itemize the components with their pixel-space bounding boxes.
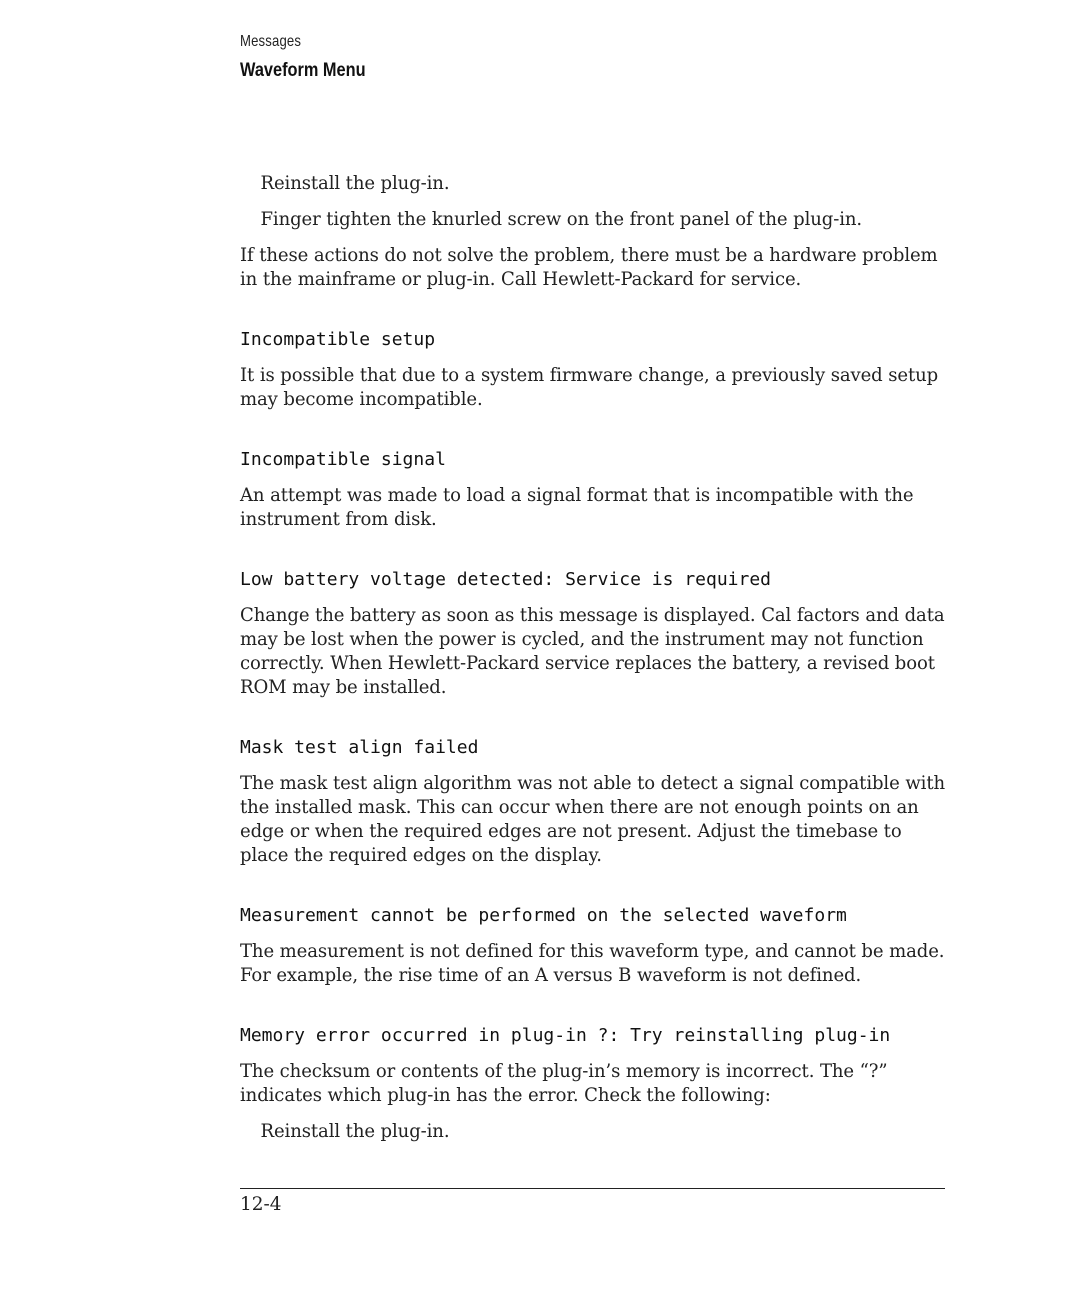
message-description: Change the battery as soon as this message is displayed. Cal factors and data may be lost when the power is cycled, and the instrument may not function correctly. When Hewlett-Packard service replaces the battery, a revised boot ROM may be installed. <box>240 605 945 698</box>
message-title: Incompatible setup <box>240 329 436 350</box>
message-entry-incompatible-signal <box>240 448 960 532</box>
step-reinstall-plug-in: Reinstall the plug-in. <box>260 173 450 194</box>
message-entry-mask-test-align <box>240 736 960 868</box>
message-description: The mask test align algorithm was not able to detect a signal compatible with the installed mask. This can occur when there are not enough points on an edge or when the required edges are not present. Adjust the timebase to place the required edges on the display. <box>240 773 946 866</box>
message-title: Mask test align failed <box>240 737 479 758</box>
step-tighten-screw: Finger tighten the knurled screw on the front panel of the plug-in. <box>260 209 863 230</box>
page-content <box>240 172 960 1144</box>
step-reinstall-plug-in: Reinstall the plug-in. <box>260 1121 450 1142</box>
message-entry-measurement-cannot-be-performed <box>240 904 960 988</box>
message-description: The checksum or contents of the plug-in’s memory is incorrect. The “?” indicates which plug-in has the error. Check the following: <box>240 1061 888 1106</box>
message-title: Memory error occurred in plug-in ?: Try reinstalling plug-in <box>240 1025 891 1046</box>
message-entry-low-battery <box>240 568 960 700</box>
message-title: Incompatible signal <box>240 449 446 470</box>
intro-paragraph: If these actions do not solve the problem, there must be a hardware problem in the mainframe or plug-in. Call Hewlett-Packard for service. <box>240 245 938 290</box>
footer-divider <box>240 1188 945 1189</box>
message-entry-incompatible-setup <box>240 328 960 412</box>
section-title: Waveform Menu <box>240 60 366 81</box>
message-entry-memory-error <box>240 1024 960 1144</box>
message-description: It is possible that due to a system firmware change, a previously saved setup may become incompatible. <box>240 365 939 410</box>
message-title: Low battery voltage detected: Service is required <box>240 569 772 590</box>
message-title: Measurement cannot be performed on the selected waveform <box>240 905 847 926</box>
message-description: An attempt was made to load a signal format that is incompatible with the instrument from disk. <box>240 485 914 530</box>
running-head: Messages <box>240 33 302 50</box>
page-number: 12-4 <box>240 1194 282 1215</box>
message-description: The measurement is not defined for this waveform type, and cannot be made. For example, the rise time of an A versus B waveform is not defined. <box>240 941 945 986</box>
